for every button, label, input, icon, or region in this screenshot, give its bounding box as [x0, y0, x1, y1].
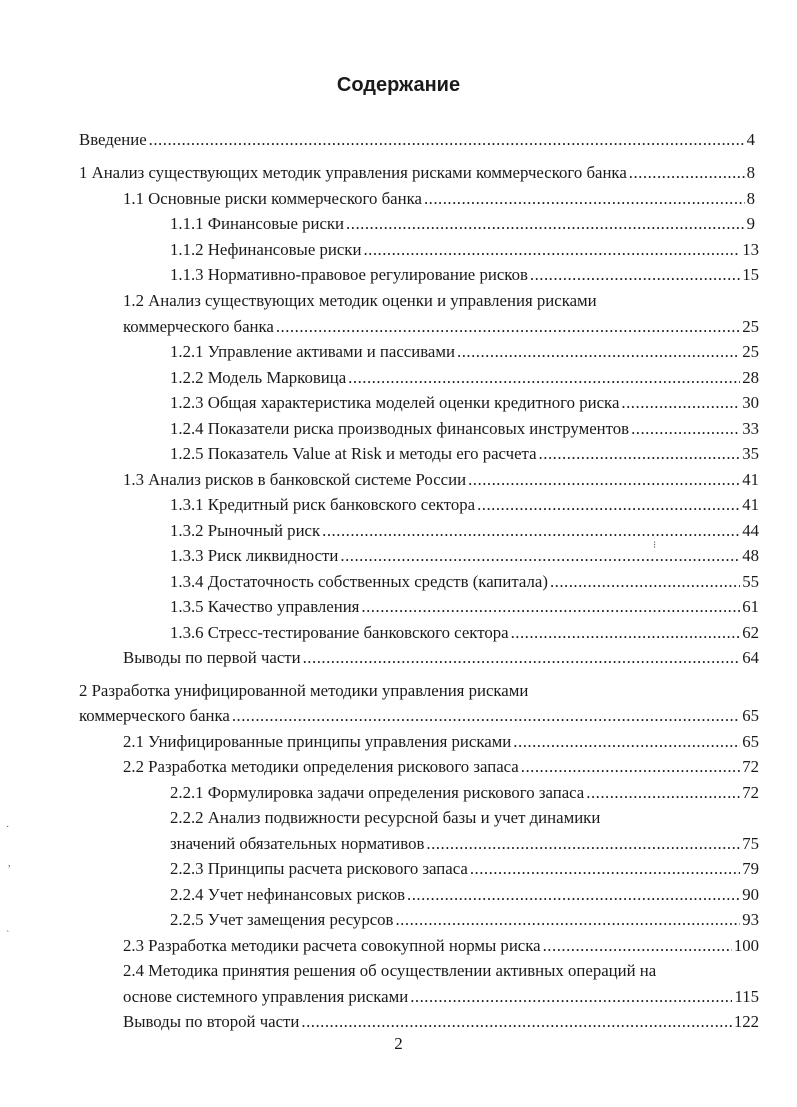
toc-entry-1-3-3[interactable]	[170, 546, 759, 566]
leader-dots	[407, 885, 740, 905]
leader-dots	[303, 648, 741, 668]
toc-page-number: 122	[733, 1012, 759, 1031]
toc-entry-title: 1.2.1 Управление активами и пассивами	[170, 342, 455, 361]
toc-entry-title: 1.1.1 Финансовые риски	[170, 214, 345, 233]
toc-entry-1-1[interactable]	[123, 189, 755, 209]
toc-page-number: 25	[742, 342, 759, 361]
toc-entry-1-2[interactable]	[123, 317, 759, 337]
toc-entry-1-3[interactable]	[123, 470, 759, 490]
leader-dots	[521, 757, 740, 777]
toc-entry-1-3-2[interactable]	[170, 521, 759, 541]
toc-entry-2-2-5[interactable]	[170, 910, 759, 930]
toc-page-number: 41	[742, 495, 759, 514]
toc-page-number: 13	[742, 240, 759, 259]
toc-entry-title: 1.2.3 Общая характеристика моделей оценки кредитного риска	[170, 393, 620, 412]
toc-entry-title: 2.2.3 Принципы расчета рискового запаса	[170, 859, 468, 878]
toc-page-number: 72	[742, 783, 759, 802]
leader-dots	[477, 495, 740, 515]
toc-page-number: 61	[742, 597, 759, 616]
toc-entry-1-3-1[interactable]	[170, 495, 759, 515]
toc-entry-title: 1.3.2 Рыночный риск	[170, 521, 321, 540]
toc-page-number: 48	[742, 546, 759, 565]
toc-page-number: 41	[742, 470, 759, 489]
toc-entry-2-1[interactable]	[123, 732, 759, 752]
leader-dots	[530, 265, 740, 285]
toc-page-number: 72	[742, 757, 759, 776]
toc-entry-title: 2.2.5 Учет замещения ресурсов	[170, 910, 394, 929]
scan-speck: ·	[6, 822, 10, 833]
toc-entry-title: 1.3 Анализ рисков в банковской системе России	[123, 470, 467, 489]
scan-speck: `	[6, 930, 10, 941]
toc-entry-title: Выводы по второй части	[123, 1012, 300, 1031]
toc-entry-title: Выводы по первой части	[123, 648, 301, 667]
toc-entry-title: 1.1 Основные риски коммерческого банка	[123, 189, 422, 208]
toc-entry-title: 1.3.1 Кредитный риск банковского сектора	[170, 495, 476, 514]
leader-dots	[457, 342, 740, 362]
toc-page-number: 8	[746, 163, 755, 182]
toc-entry-title: 1.3.3 Риск ликвидности	[170, 546, 339, 565]
toc-entry-1-2-first-line: 1.2 Анализ существующих методик оценки и управления рисками	[123, 291, 597, 310]
toc-entry-1-3-6[interactable]	[170, 623, 759, 643]
leader-dots	[395, 910, 740, 930]
leader-dots	[276, 317, 740, 337]
leader-dots	[301, 1012, 731, 1032]
toc-entry-1-2-2[interactable]	[170, 368, 759, 388]
toc-entry-title: 1.3.5 Качество управления	[170, 597, 360, 616]
toc-entry-title: коммерческого банка	[123, 317, 274, 336]
toc-entry-2-2-4[interactable]	[170, 885, 759, 905]
leader-dots	[543, 936, 732, 956]
toc-page-number: 28	[742, 368, 759, 387]
page-title: Содержание	[336, 74, 461, 96]
leader-dots	[629, 163, 745, 183]
toc-entry-title: 2.3 Разработка методики расчета совокупной нормы риска	[123, 936, 541, 955]
toc-entry-title: 1.1.2 Нефинансовые риски	[170, 240, 362, 259]
toc-entry-title: 2.2.1 Формулировка задачи определения рискового запаса	[170, 783, 585, 802]
toc-page-number: 8	[746, 189, 755, 208]
toc-entry-1-1-2[interactable]	[170, 240, 759, 260]
toc-page-number: 55	[742, 572, 759, 591]
leader-dots	[621, 393, 740, 413]
leader-dots	[631, 419, 740, 439]
leader-dots	[426, 834, 740, 854]
leader-dots	[424, 189, 745, 209]
toc-page-number: 90	[742, 885, 759, 904]
leader-dots	[232, 706, 740, 726]
toc-page-number: 4	[746, 130, 755, 149]
toc-page-number: 15	[742, 265, 759, 284]
toc-entry-title: коммерческого банка	[79, 706, 230, 725]
toc-entry-title: 2.2.4 Учет нефинансовых рисков	[170, 885, 406, 904]
toc-entry-title: 1 Анализ существующих методик управления рисками коммерческого банка	[79, 163, 627, 182]
toc-entry-1-2-3[interactable]	[170, 393, 759, 413]
leader-dots	[149, 130, 745, 150]
leader-dots	[348, 368, 740, 388]
leader-dots	[470, 859, 740, 879]
toc-entry-title: 2.1 Унифицированные принципы управления рисками	[123, 732, 512, 751]
leader-dots	[361, 597, 740, 617]
toc-page-number: 9	[746, 214, 755, 233]
leader-dots	[511, 623, 741, 643]
toc-page-number: 44	[742, 521, 759, 540]
toc-page-number: 35	[742, 444, 759, 463]
toc-page-number: 64	[742, 648, 759, 667]
toc-entry-1-1-3[interactable]	[170, 265, 759, 285]
toc-entry-title: 1.3.6 Стресс-тестирование банковского сектора	[170, 623, 509, 642]
toc-page-number: 65	[742, 732, 759, 751]
toc-entry-1-2-4[interactable]	[170, 419, 759, 439]
toc-page-number: 65	[742, 706, 759, 725]
toc-entry-title: 1.2.4 Показатели риска производных финансовых инструментов	[170, 419, 630, 438]
toc-page-number: 100	[733, 936, 759, 955]
toc-page-number: 93	[742, 910, 759, 929]
toc-entry-title: 1.2.5 Показатель Value at Risk и методы его расчета	[170, 444, 537, 463]
toc-page-number: 30	[742, 393, 759, 412]
leader-dots	[539, 444, 741, 464]
leader-dots	[410, 987, 732, 1007]
toc-entry-1-2-5[interactable]	[170, 444, 759, 464]
toc-entry-conclusions-1[interactable]	[123, 648, 759, 668]
toc-entry-title: Введение	[79, 130, 147, 149]
toc-entry-2-2-3[interactable]	[170, 859, 759, 879]
toc-entry-conclusions-2[interactable]	[123, 1012, 759, 1032]
leader-dots	[340, 546, 740, 566]
toc-page-number: 75	[742, 834, 759, 853]
toc-page-number: 62	[742, 623, 759, 642]
toc-entry-title: основе системного управления рисками	[123, 987, 409, 1006]
toc-entry-2-4[interactable]	[123, 987, 759, 1007]
toc-entry-1-2-1[interactable]	[170, 342, 759, 362]
leader-dots	[346, 214, 745, 234]
toc-entry-title: значений обязательных нормативов	[170, 834, 425, 853]
toc-entry-title: 1.2.2 Модель Марковица	[170, 368, 347, 387]
leader-dots	[468, 470, 740, 490]
toc-entry-2[interactable]	[79, 706, 759, 726]
page-number: 2	[394, 1034, 403, 1053]
toc-entry-2-2-1[interactable]	[170, 783, 759, 803]
toc-page-number: 25	[742, 317, 759, 336]
toc-entry-2-2[interactable]	[123, 757, 759, 777]
toc-page-number: 115	[734, 987, 759, 1006]
toc-entry-title: 1.3.4 Достаточность собственных средств (капитала)	[170, 572, 548, 591]
toc-entry-intro[interactable]	[79, 130, 755, 150]
toc-page-number: 33	[742, 419, 759, 438]
leader-dots	[363, 240, 740, 260]
leader-dots	[586, 783, 740, 803]
toc-entry-2-4-first-line: 2.4 Методика принятия решения об осуществлении активных операций на	[123, 961, 657, 980]
scan-speck: ,	[8, 858, 11, 869]
leader-dots	[550, 572, 740, 592]
leader-dots	[322, 521, 740, 541]
toc-entry-title: 2.2 Разработка методики определения рискового запаса	[123, 757, 519, 776]
toc-entry-2-2-2[interactable]	[170, 834, 759, 854]
toc-entry-1-3-5[interactable]	[170, 597, 759, 617]
leader-dots	[513, 732, 740, 752]
toc-entry-1-1-1[interactable]	[170, 214, 755, 234]
toc-entry-1-3-4[interactable]	[170, 572, 759, 592]
toc-page-number: 79	[742, 859, 759, 878]
toc-entry-2-3[interactable]	[123, 936, 759, 956]
toc-entry-title: 1.1.3 Нормативно-правовое регулирование рисков	[170, 265, 528, 284]
toc-entry-1[interactable]	[79, 163, 755, 183]
toc-entry-2-2-2-first-line: 2.2.2 Анализ подвижности ресурсной базы и учет динамики	[170, 808, 601, 827]
scan-speck: ⁝	[653, 540, 657, 551]
toc-entry-2-first-line: 2 Разработка унифицированной методики управления рисками	[79, 681, 529, 700]
